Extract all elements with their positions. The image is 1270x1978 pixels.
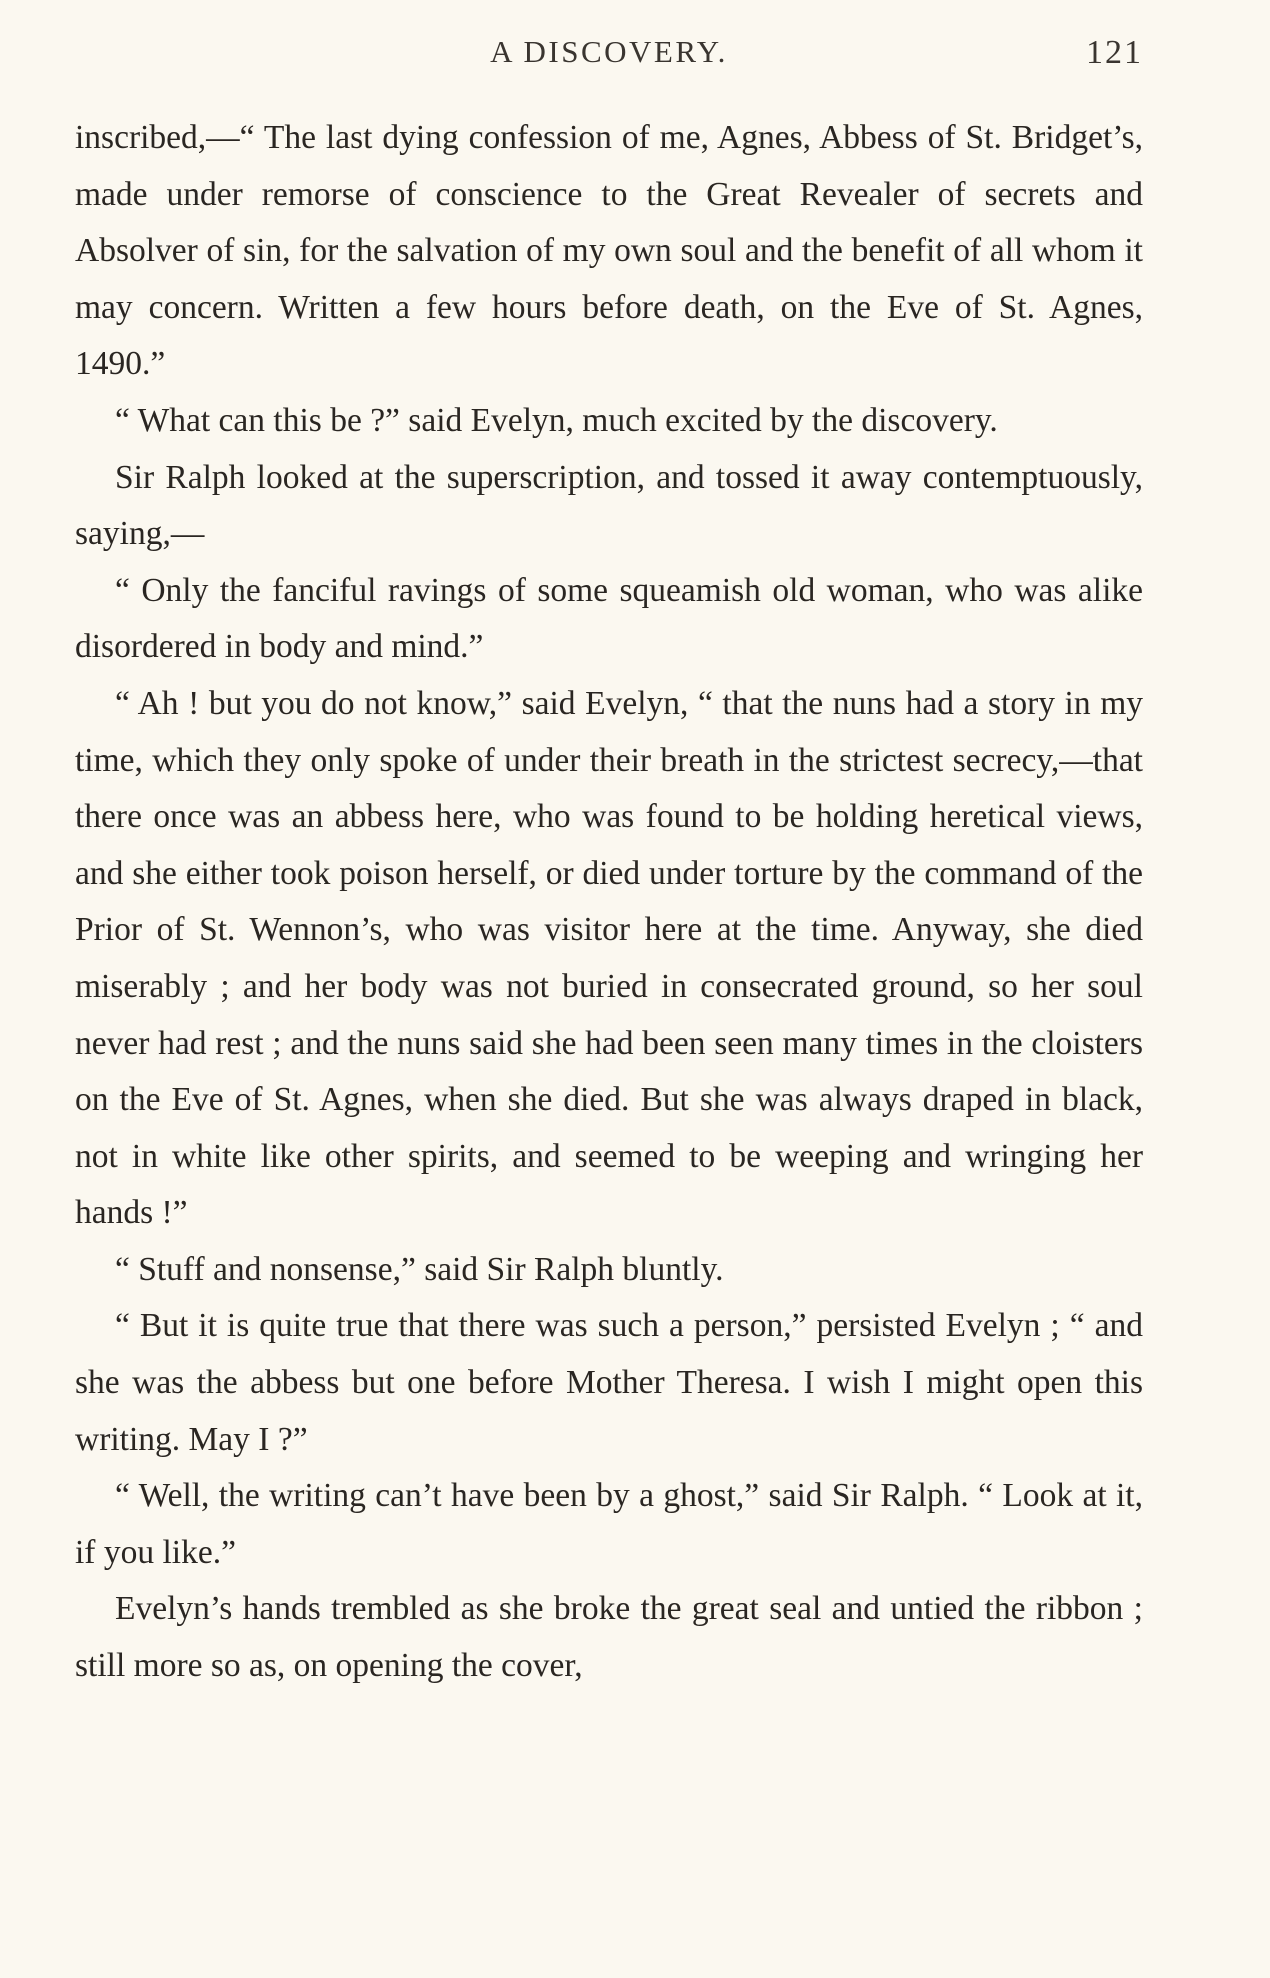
paragraph: “ Ah ! but you do not know,” said Evelyn, “ that the nuns had a story in my time, which they only spoke of under their breath in the strictest secrecy,—that there once was an abbess here, who was found to be holding heretical views, and she either took poison herself, or died under torture by the command of the Prior of St. Wennon’s, who was visitor here at the time. Anyway, she died miserably ; and her body was not buried in consecrated ground, so her soul never had rest ; and the nuns said she had been seen many times in the cloisters on the Eve of St. Agnes, when she died. But she was always draped in black, not in white like other spirits, and seemed to be weeping and wringing her hands !”	[75, 684, 1143, 1232]
paragraph: inscribed,—“ The last dying confession of me, Agnes, Abbess of St. Bridget’s, made under remorse of conscience to the Great Revealer of secrets and Absolver of sin, for the salvation of my own soul and the benefit of all whom it may concern. Written a few hours before death, on the Eve of St. Agnes, 1490.”	[75, 119, 1143, 383]
paragraph: “ Stuff and nonsense,” said Sir Ralph bluntly.	[115, 1250, 724, 1288]
paragraph: “ Only the fanciful ravings of some squeamish old woman, who was alike disordered in body and mind.”	[75, 571, 1143, 666]
paragraph: “ Well, the writing can’t have been by a ghost,” said Sir Ralph. “ Look at it, if you like.”	[75, 1477, 1143, 1571]
paragraph: “ But it is quite true that there was such a person,” persisted Evelyn ; “ and she was the abbess but one before Mother Theresa. I wish I might open this writing. May I ?”	[75, 1307, 1143, 1458]
running-head	[75, 34, 1143, 74]
paragraph: Sir Ralph looked at the superscription, and tossed it away contemptuously, saying,—	[75, 458, 1143, 553]
running-title: A DISCOVERY.	[490, 34, 728, 69]
paragraph: “ What can this be ?” said Evelyn, much excited by the discovery.	[115, 401, 998, 439]
body-text	[75, 110, 1143, 1695]
paragraph: Evelyn’s hands trembled as she broke the great seal and untied the ribbon ; still more so as, on opening the cover,	[75, 1590, 1143, 1685]
page-number: 121	[1086, 34, 1143, 71]
